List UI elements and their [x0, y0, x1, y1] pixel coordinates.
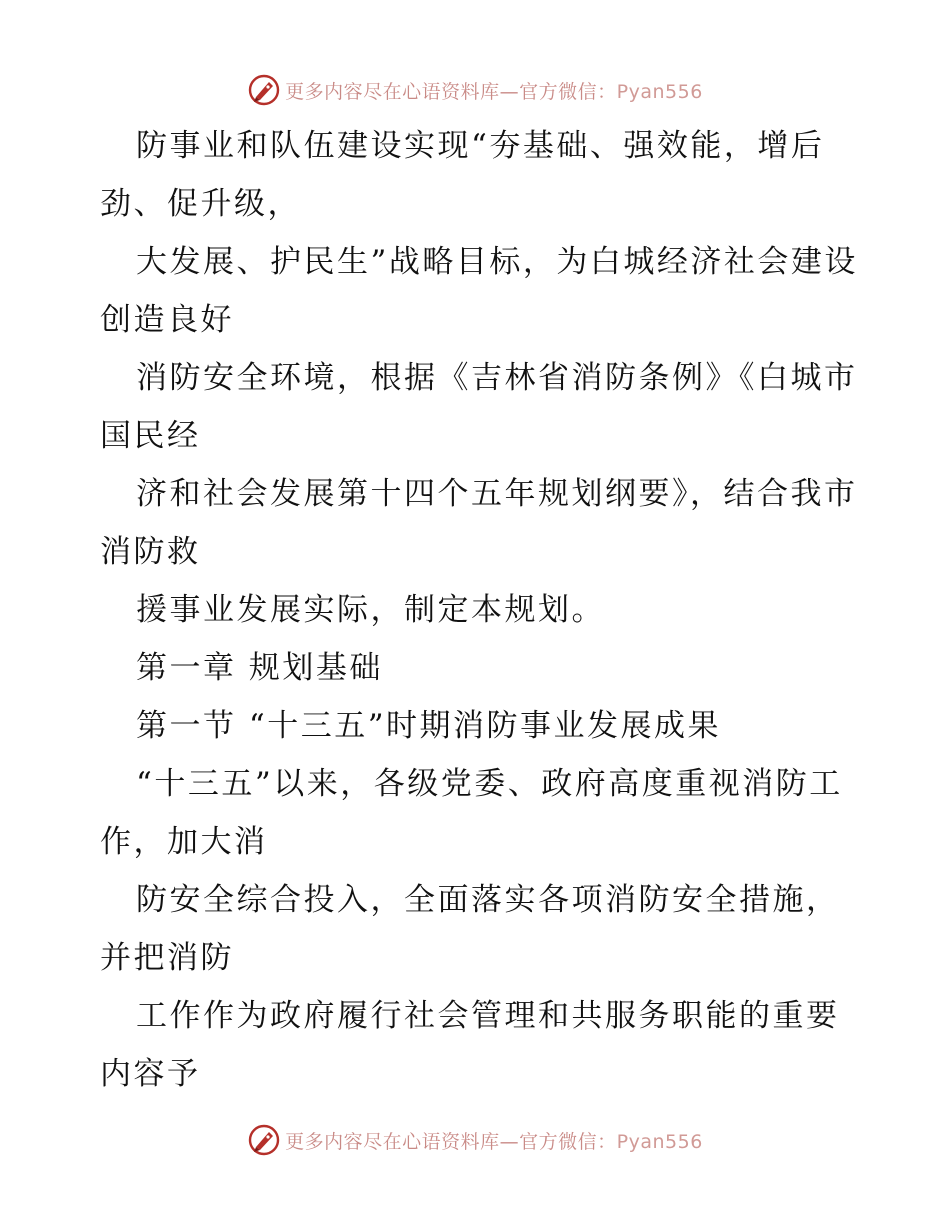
watermark-footer [0, 1120, 950, 1160]
watermark-wechat-id: Pyan556 [616, 80, 703, 103]
document-body [100, 117, 860, 1103]
paragraph-1: 防事业和队伍建设实现“夯基础、强效能，增后劲、促升级， [100, 128, 825, 222]
paragraph-2: 大发展、护民生”战略目标，为白城经济社会建设创造良好 [100, 244, 858, 338]
pen-nib-logo-icon [247, 73, 281, 107]
paragraph-5: 援事业发展实际，制定本规划。 [136, 592, 605, 628]
paragraph-6: “十三五”以来，各级党委、政府高度重视消防工作，加大消 [100, 766, 843, 860]
watermark-text [285, 77, 703, 104]
section-heading: 第一节 “十三五”时期消防事业发展成果 [136, 708, 722, 744]
watermark-site-text: 更多内容尽在心语资料库—官方微信： [285, 1130, 617, 1153]
watermark-wechat-id: Pyan556 [616, 1130, 703, 1153]
paragraph-3: 消防安全环境，根据《吉林省消防条例》《白城市国民经 [100, 360, 858, 454]
watermark-text [285, 1127, 703, 1154]
paragraph-7: 防安全综合投入，全面落实各项消防安全措施，并把消防 [100, 882, 840, 976]
paragraph-8: 工作作为政府履行社会管理和共服务职能的重要内容予 [100, 998, 840, 1092]
watermark-site-text: 更多内容尽在心语资料库—官方微信： [285, 80, 617, 103]
watermark-header [0, 70, 950, 110]
chapter-heading: 第一章 规划基础 [136, 650, 383, 686]
pen-nib-logo-icon [247, 1123, 281, 1157]
paragraph-4: 济和社会发展第十四个五年规划纲要》，结合我市消防救 [100, 476, 858, 570]
